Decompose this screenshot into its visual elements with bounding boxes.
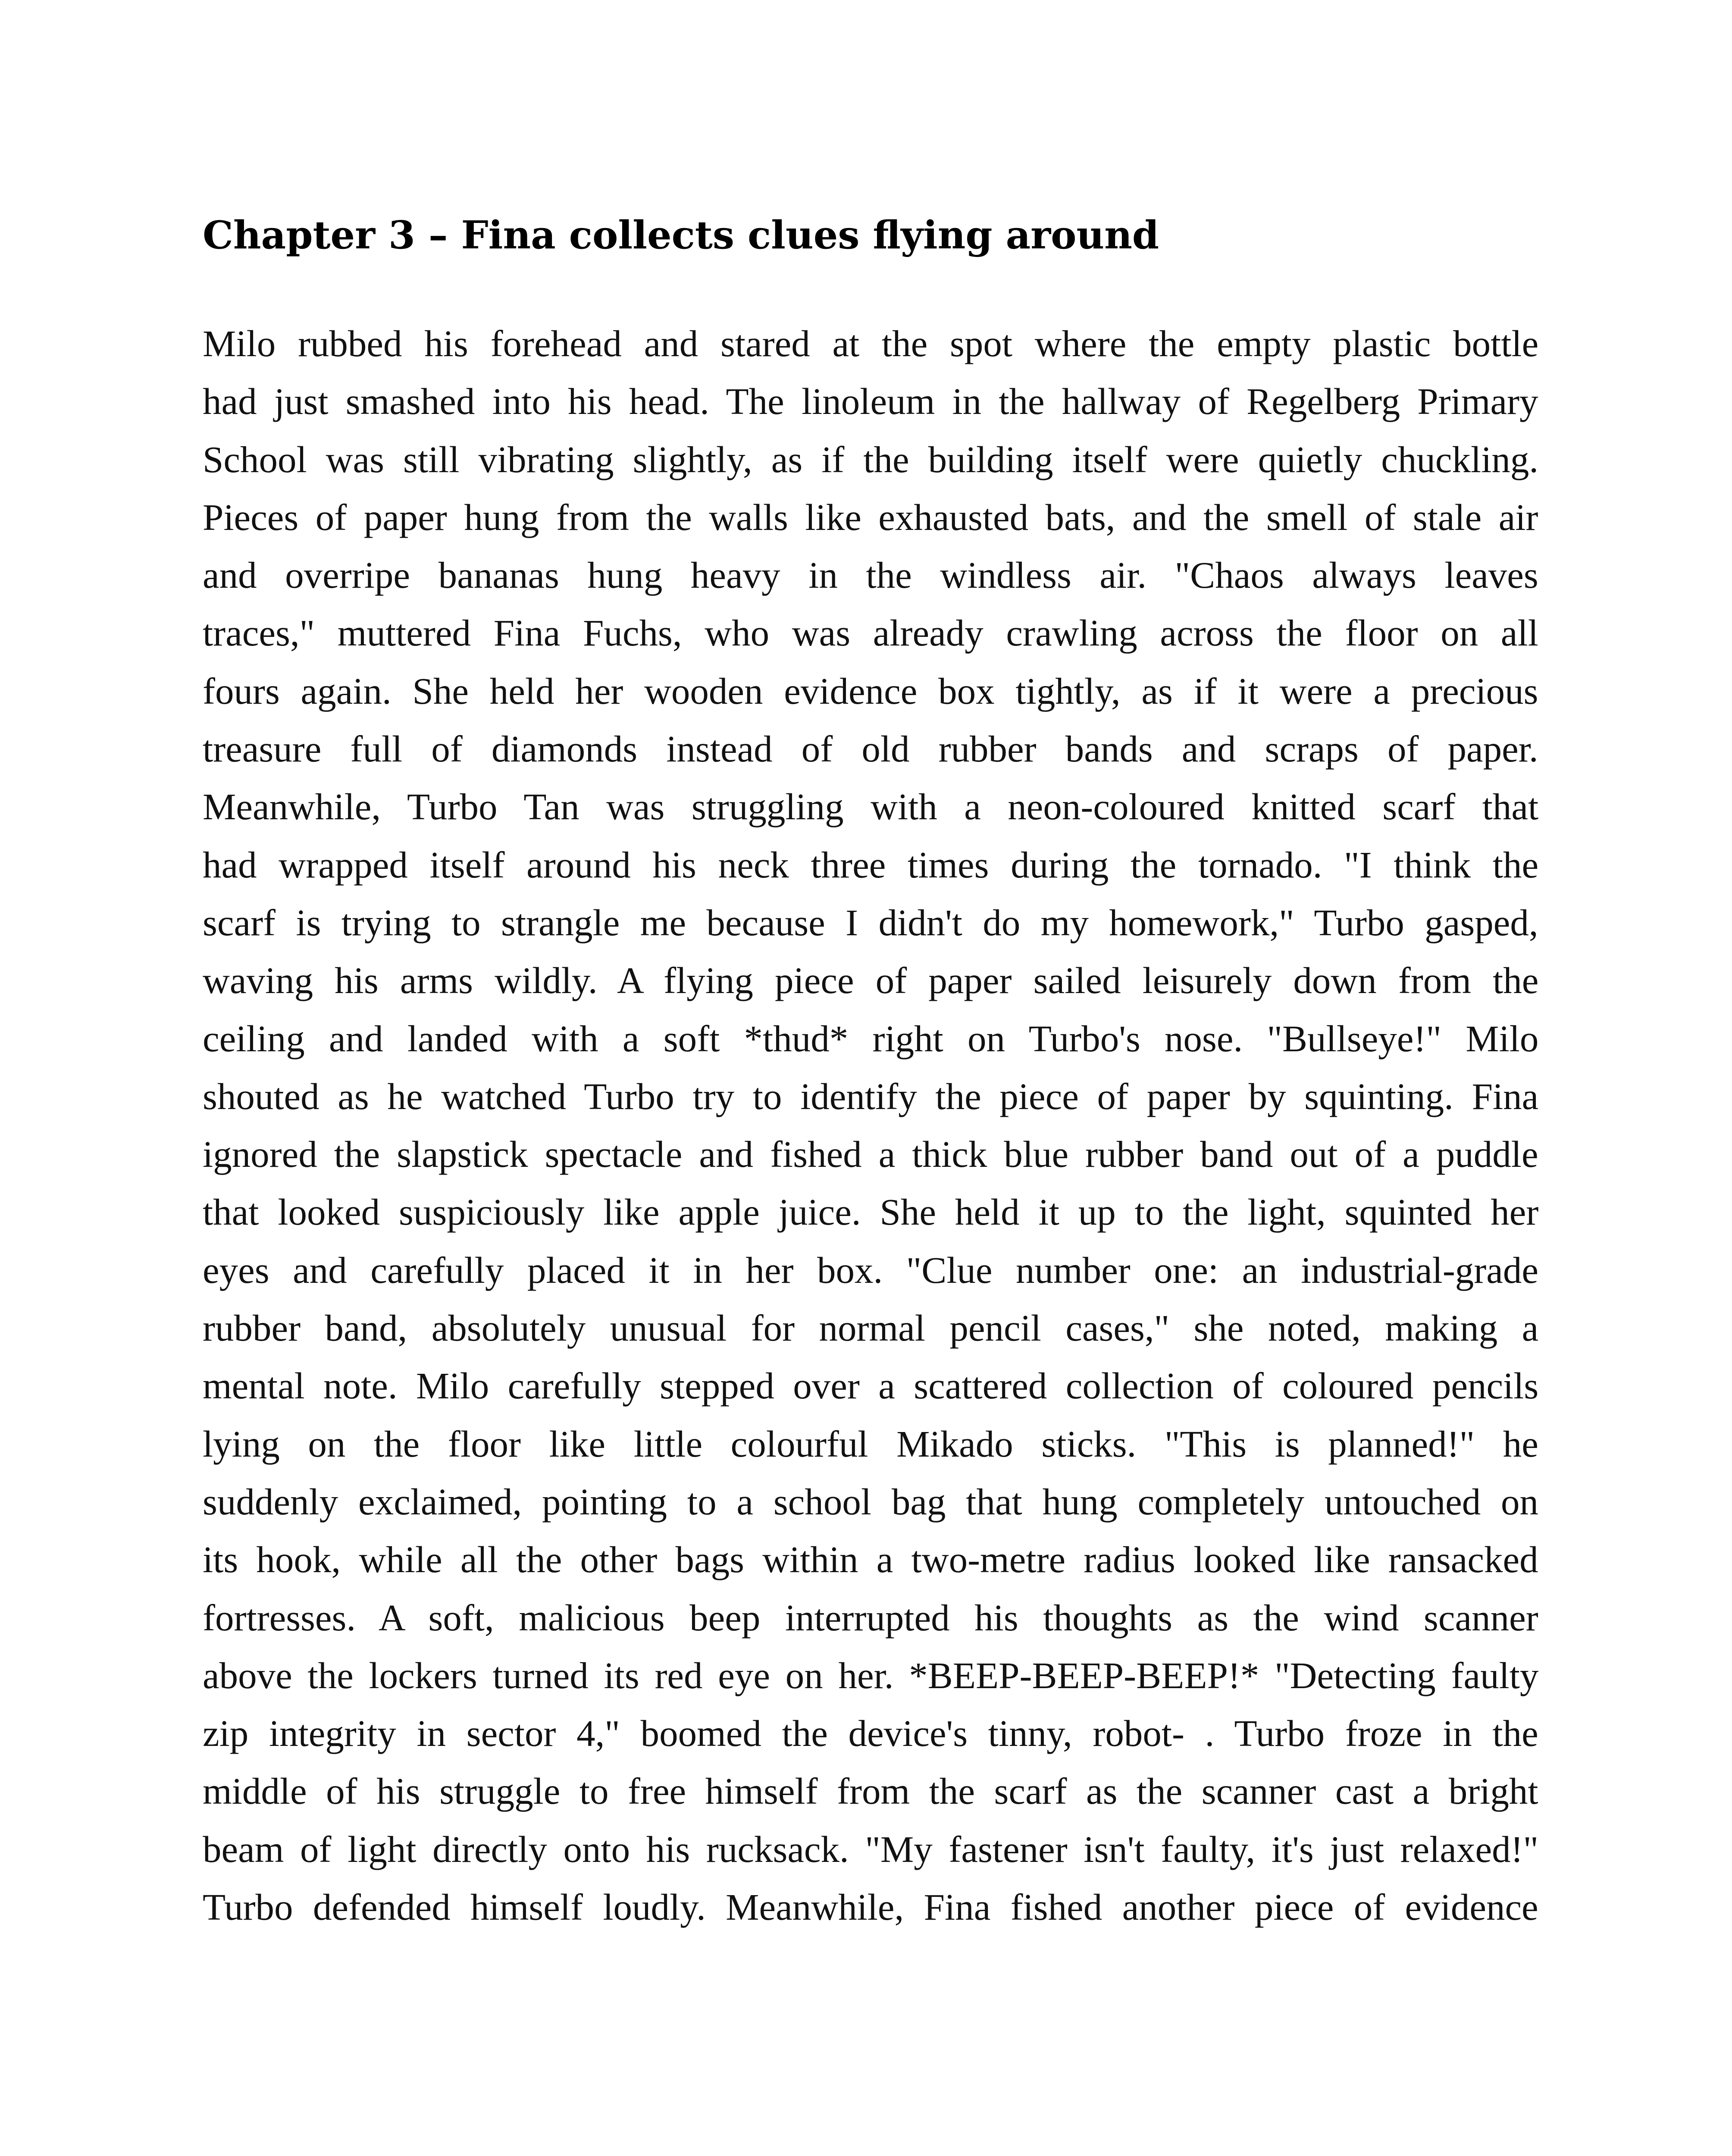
text-line: had just smashed into his head. The linoleum in the hallway of Regelberg Primary: [203, 380, 1538, 423]
text-line: ignored the slapstick spectacle and fished a thick blue rubber band out of a puddle: [203, 1133, 1538, 1175]
text-line: lying on the floor like little colourful Mikado sticks. "This is planned!" he: [203, 1423, 1538, 1465]
text-line: scarf is trying to strangle me because I didn't do my homework," Turbo gasped,: [203, 901, 1538, 943]
text-line: and overripe bananas hung heavy in the windless air. "Chaos always leaves: [203, 554, 1538, 596]
text-line: rubber band, absolutely unusual for normal pencil cases," she noted, making a: [203, 1307, 1538, 1349]
chapter-title: Chapter 3 – Fina collects clues flying around: [203, 212, 1159, 257]
text-line: Meanwhile, Turbo Tan was struggling with a neon-coloured knitted scarf that: [203, 786, 1538, 828]
text-line: had wrapped itself around his neck three times during the tornado. "I think the: [203, 843, 1538, 886]
body-paragraph: [203, 315, 1538, 1936]
text-line: School was still vibrating slightly, as if the building itself were quietly chuckling.: [203, 438, 1538, 480]
text-line: fours again. She held her wooden evidence box tightly, as if it were a precious: [203, 670, 1538, 712]
text-line: middle of his struggle to free himself from the scarf as the scanner cast a bright: [203, 1770, 1538, 1812]
text-line: mental note. Milo carefully stepped over a scattered collection of coloured pencils: [203, 1365, 1538, 1407]
text-line: Pieces of paper hung from the walls like exhausted bats, and the smell of stale air: [203, 496, 1538, 538]
text-line: that looked suspiciously like apple juice. She held it up to the light, squinted her: [203, 1191, 1538, 1233]
text-line: shouted as he watched Turbo try to identify the piece of paper by squinting. Fina: [203, 1075, 1538, 1117]
text-line: Milo rubbed his forehead and stared at the spot where the empty plastic bottle: [203, 323, 1538, 364]
text-line: its hook, while all the other bags within a two-metre radius looked like ransacked: [203, 1539, 1538, 1581]
text-line: suddenly exclaimed, pointing to a school bag that hung completely untouched on: [203, 1480, 1538, 1523]
text-line: treasure full of diamonds instead of old rubber bands and scraps of paper.: [203, 728, 1538, 770]
text-line: zip integrity in sector 4," boomed the device's tinny, robot- . Turbo froze in the: [203, 1712, 1538, 1755]
text-line: ceiling and landed with a soft *thud* right on Turbo's nose. "Bullseye!" Milo: [203, 1017, 1538, 1059]
text-line: eyes and carefully placed it in her box. "Clue number one: an industrial-grade: [203, 1249, 1538, 1291]
text-line: fortresses. A soft, malicious beep interrupted his thoughts as the wind scanner: [203, 1596, 1538, 1639]
text-line: Turbo defended himself loudly. Meanwhile, Fina fished another piece of evidence: [203, 1886, 1538, 1928]
text-line: traces," muttered Fina Fuchs, who was already crawling across the floor on all: [203, 612, 1538, 654]
text-line: waving his arms wildly. A flying piece of paper sailed leisurely down from the: [203, 959, 1538, 1002]
text-line: beam of light directly onto his rucksack. "My fastener isn't faulty, it's just relaxed!": [203, 1828, 1538, 1870]
text-line: above the lockers turned its red eye on her. *BEEP-BEEP-BEEP!* "Detecting faulty: [203, 1654, 1538, 1696]
